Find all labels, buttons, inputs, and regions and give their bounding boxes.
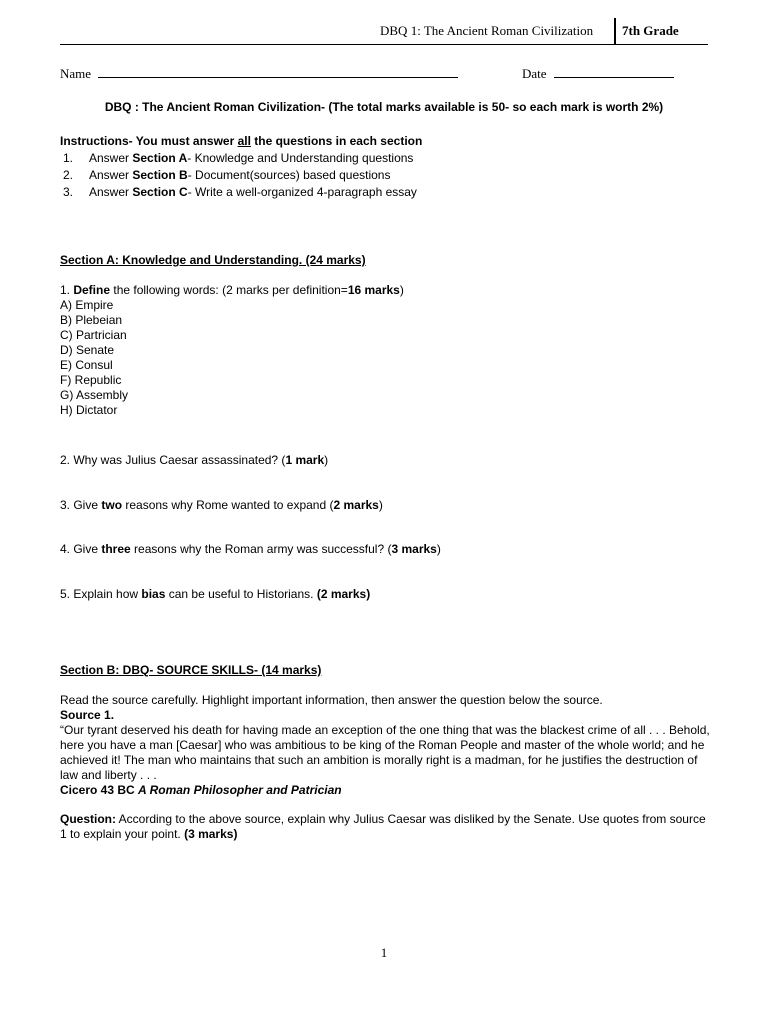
section-b-heading: Section B: DBQ- SOURCE SKILLS- (14 marks) — [60, 663, 322, 677]
instructions-lead: Instructions- You must answer all the questions in each section — [60, 134, 423, 148]
header-rule — [60, 44, 708, 45]
question-5: 5. Explain how bias can be useful to Historians. (2 marks) — [60, 587, 371, 601]
definition-term: F) Republic — [60, 373, 122, 387]
instruction-item: 3. Answer Section C- Write a well-organized 4-paragraph essay — [63, 185, 417, 199]
name-field[interactable] — [60, 66, 458, 82]
definition-term: E) Consul — [60, 358, 113, 372]
source-quote: “Our tyrant deserved his death for having made an exception of the one thing that was the blackest crime of all . . . Behold, here you have a man [Caesar] who was ambitious to be king of the Roman People and master of the whole world; and he achieved it! The man who maintains that such an ambition is morally right is a madman, for he justifies the destruction of law and liberty . . . — [60, 723, 710, 782]
name-label: Name — [60, 66, 92, 81]
instructions-list — [60, 151, 417, 200]
header-divider — [614, 18, 616, 44]
question-1: 1. Define the following words: (2 marks per definition=16 marks) — [60, 283, 404, 297]
definition-term: C) Partrician — [60, 328, 127, 342]
section-a-heading: Section A: Knowledge and Understanding. (24 marks) — [60, 253, 366, 267]
source-attribution: Cicero 43 BC A Roman Philosopher and Patrician — [60, 783, 342, 797]
date-field[interactable] — [522, 66, 674, 82]
date-blank-line — [554, 66, 674, 78]
section-b-intro: Read the source carefully. Highlight important information, then answer the question below the source. — [60, 693, 603, 707]
instruction-item: 1. Answer Section A- Knowledge and Understanding questions — [63, 151, 414, 165]
name-blank-line — [98, 66, 458, 78]
definition-term: D) Senate — [60, 343, 115, 357]
header-grade: 7th Grade — [622, 23, 679, 38]
header-title: DBQ 1: The Ancient Roman Civilization — [380, 23, 594, 38]
source-question: Question: According to the above source, explain why Julius Caesar was disliked by the Senate. Use quotes from source 1 to explain your point. (3 marks) — [60, 812, 706, 841]
definition-term: G) Assembly — [60, 388, 129, 402]
question-2: 2. Why was Julius Caesar assassinated? (1 mark) — [60, 453, 329, 467]
definition-term: H) Dictator — [60, 403, 118, 417]
page-number: 1 — [380, 945, 388, 960]
question-3: 3. Give two reasons why Rome wanted to expand (2 marks) — [60, 498, 383, 512]
doc-title: DBQ : The Ancient Roman Civilization- (The total marks available is 50- so each mark is worth 2%) — [104, 100, 664, 114]
question-4: 4. Give three reasons why the Roman army was successful? (3 marks) — [60, 542, 441, 556]
source-label: Source 1. — [60, 708, 115, 722]
date-label: Date — [522, 66, 547, 81]
definition-term: A) Empire — [60, 298, 114, 312]
definition-term: B) Plebeian — [60, 313, 123, 327]
instruction-item: 2. Answer Section B- Document(sources) based questions — [63, 168, 391, 182]
definition-terms-list — [60, 298, 128, 418]
